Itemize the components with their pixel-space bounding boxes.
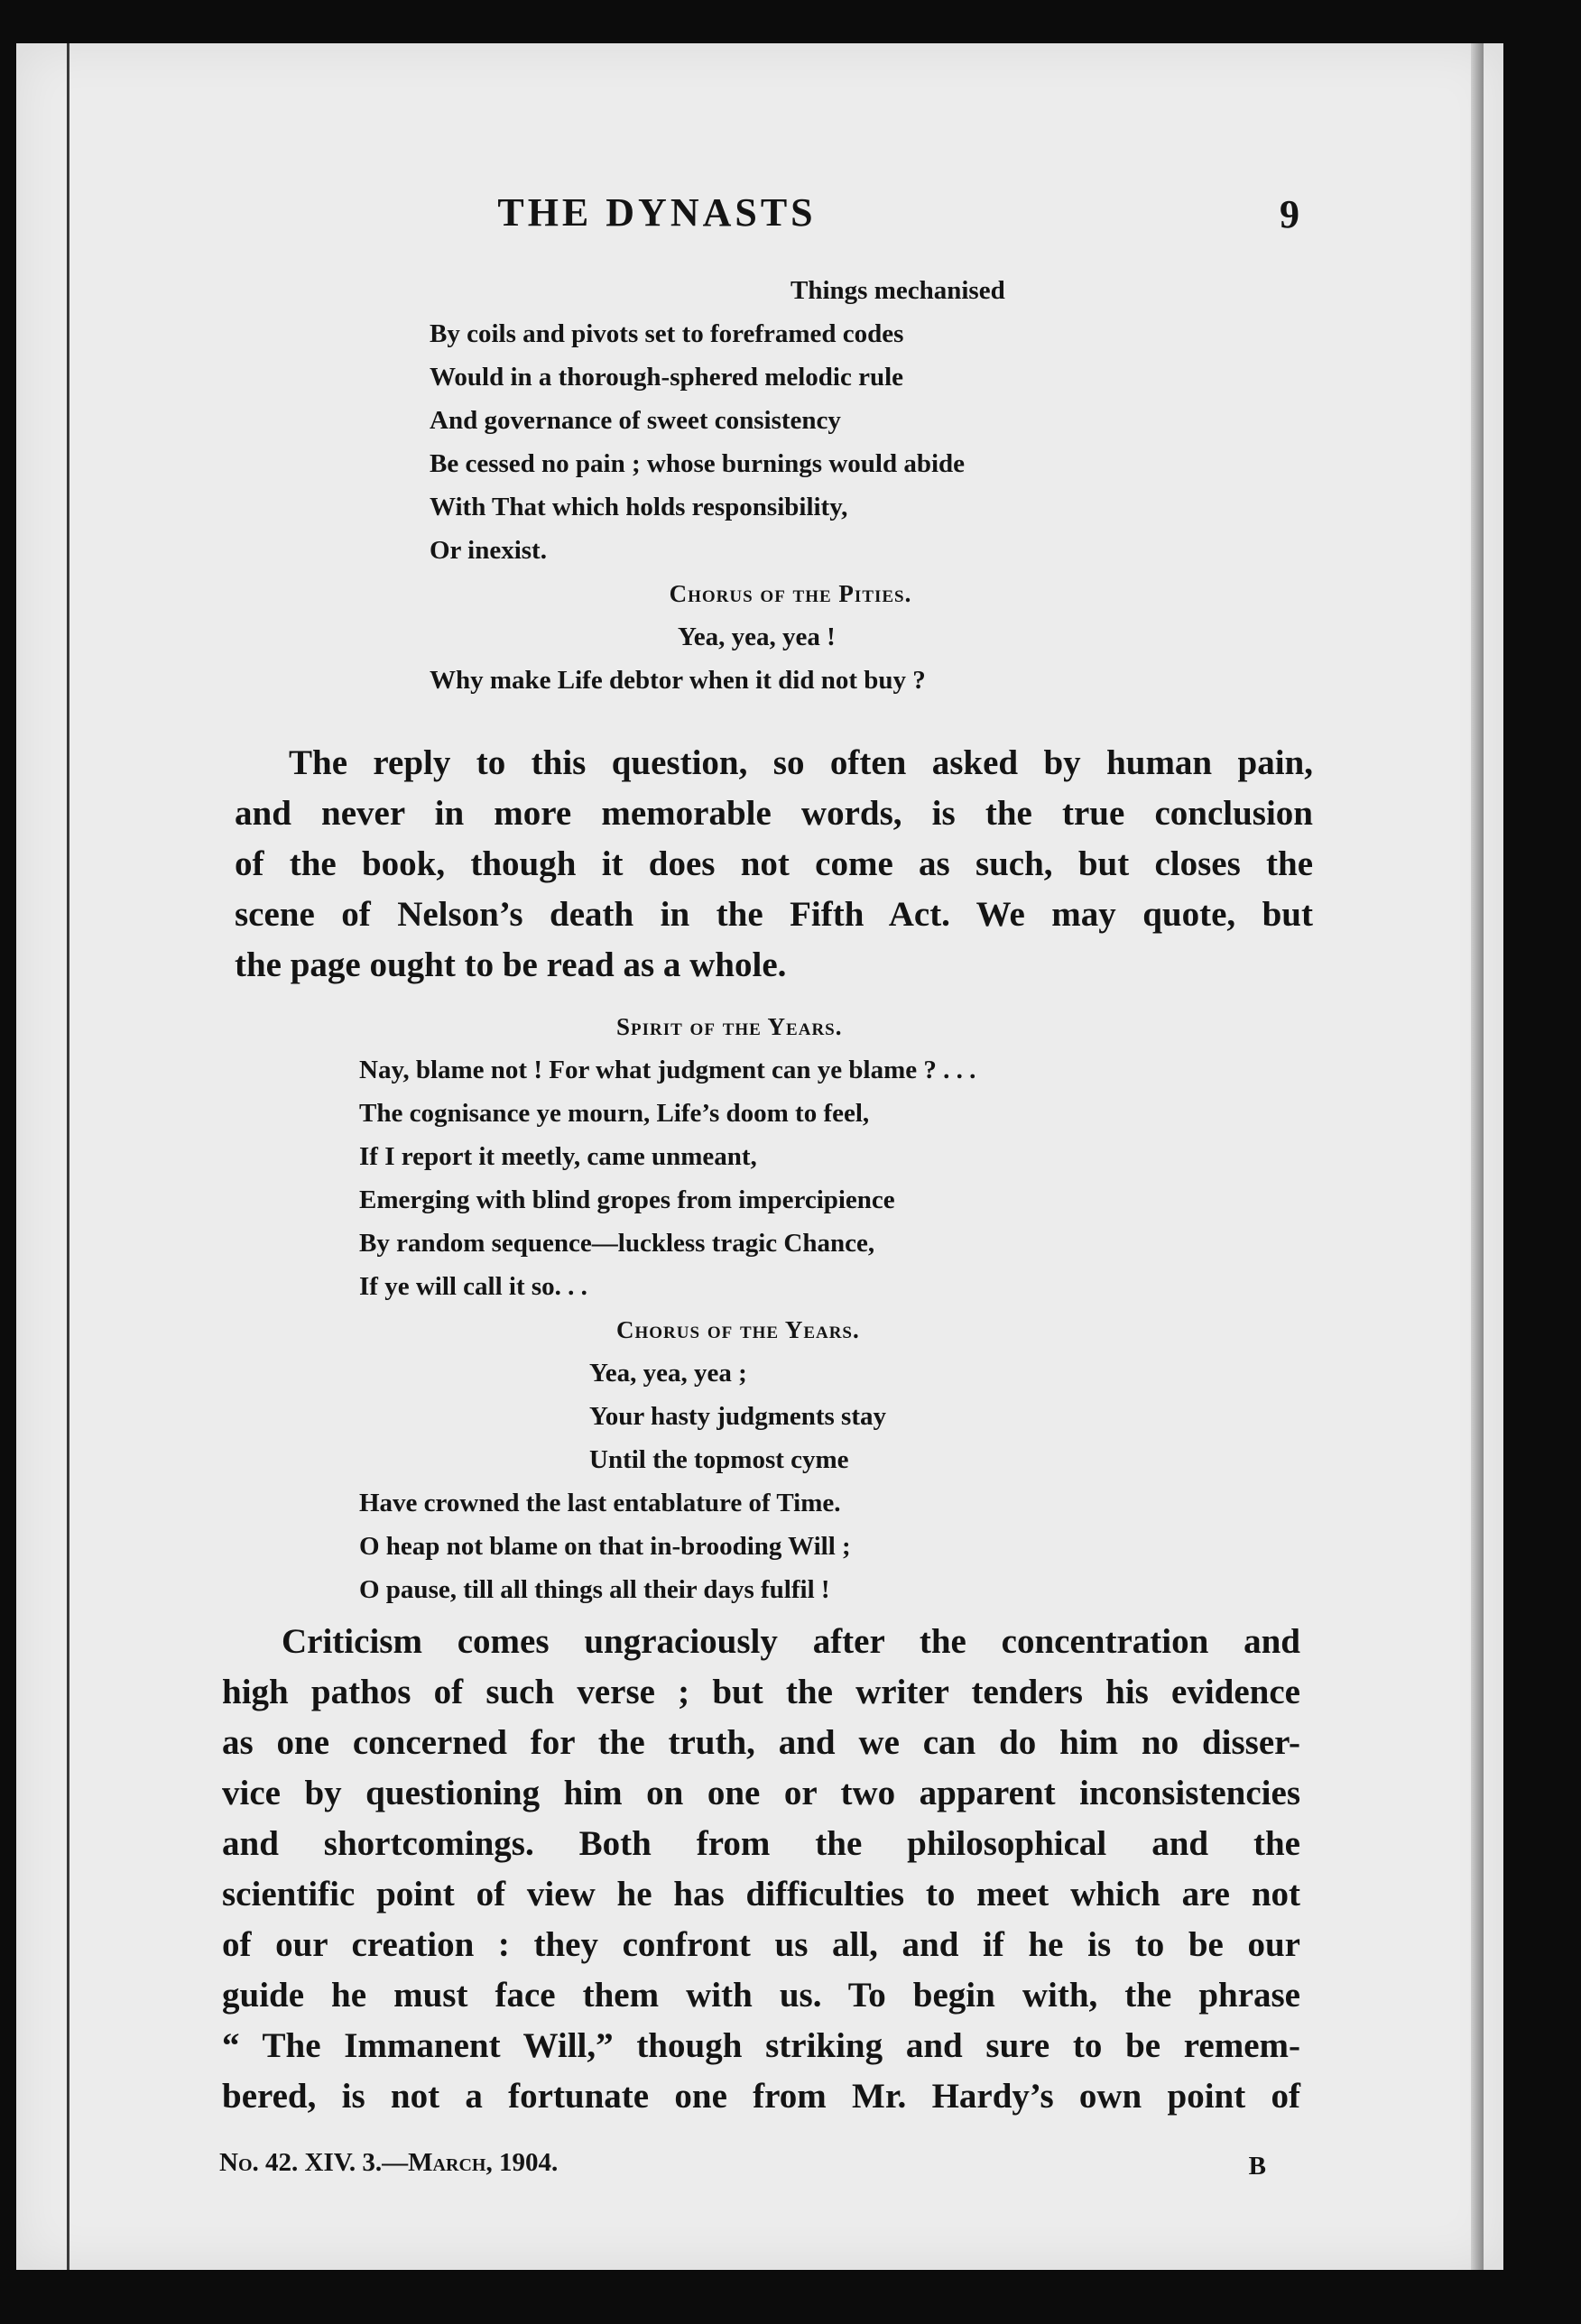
prose-line: and shortcomings. Both from the philosophical and the — [222, 1824, 1300, 1863]
verse-line: Why make Life debtor when it did not buy ? — [430, 666, 926, 695]
verse-line: Have crowned the last entablature of Time. — [359, 1489, 841, 1517]
prose-line: guide he must face them with us. To begin with, the phrase — [222, 1976, 1300, 2015]
prose-line: Criticism comes ungraciously after the concentration and — [282, 1622, 1300, 1661]
prose-line: of the book, though it does not come as such, but closes the — [235, 844, 1313, 883]
verse-line: With That which holds responsibility, — [430, 493, 848, 521]
verse-line: By random sequence—luckless tragic Chance, — [359, 1229, 875, 1258]
verse-line: Things mechanised — [790, 276, 1005, 305]
speaker-heading: Chorus of the Years. — [616, 1316, 860, 1343]
signature-mark: B — [1248, 2152, 1266, 2181]
page-header — [16, 189, 1503, 262]
verse-line: And governance of sweet consistency — [430, 406, 841, 435]
spirit-years — [359, 1005, 1171, 1308]
prose-line: of our creation : they confront us all, and if he is to be our — [222, 1925, 1300, 1964]
verse-block-1 — [430, 269, 1005, 572]
prose-line: bered, is not a fortunate one from Mr. Hardy’s own point of — [222, 2077, 1300, 2116]
paragraph-2 — [222, 1617, 1300, 2122]
verse-line: Your hasty judgments stay — [589, 1402, 886, 1431]
prose-line: scientific point of view he has difficulties to meet which are not — [222, 1875, 1300, 1914]
chorus-years — [359, 1308, 1171, 1611]
verse-line: O heap not blame on that in-brooding Will ; — [359, 1532, 851, 1561]
prose-line: vice by questioning him on one or two apparent inconsistencies — [222, 1774, 1300, 1812]
page-footer — [219, 2148, 1266, 2193]
verse-line: Or inexist. — [430, 536, 547, 565]
verse-line: Emerging with blind gropes from impercipience — [359, 1185, 895, 1214]
page-number: 9 — [1280, 192, 1299, 236]
prose-line: The reply to this question, so often asked by human pain, — [289, 743, 1313, 782]
book-page — [16, 43, 1503, 2270]
prose-line: scene of Nelson’s death in the Fifth Act. We may quote, but — [235, 895, 1313, 934]
verse-line: Nay, blame not ! For what judgment can ye blame ? . . . — [359, 1056, 976, 1084]
verse-line: Until the topmost cyme — [589, 1445, 849, 1474]
verse-line: O pause, till all things all their days fulfil ! — [359, 1575, 830, 1604]
issue-line: No. 42. XIV. 3.—March, 1904. — [219, 2148, 559, 2177]
verse-line: If ye will call it so. . . — [359, 1272, 587, 1301]
page-left-edge — [67, 43, 69, 2270]
verse-line: Yea, yea, yea ! — [678, 622, 836, 651]
prose-line: as one concerned for the truth, and we can do him no disser- — [222, 1723, 1300, 1762]
running-title: THE DYNASTS — [497, 190, 817, 235]
verse-line: If I report it meetly, came unmeant, — [359, 1142, 757, 1171]
verse-line: Yea, yea, yea ; — [589, 1359, 747, 1388]
prose-line: the page ought to be read as a whole. — [235, 945, 787, 984]
prose-line: high pathos of such verse ; but the writer tenders his evidence — [222, 1673, 1300, 1711]
paragraph-1 — [235, 738, 1313, 991]
verse-line: The cognisance ye mourn, Life’s doom to feel, — [359, 1099, 870, 1128]
speaker-heading: Chorus of the Pities. — [669, 580, 912, 607]
verse-line: Be cessed no pain ; whose burnings would abide — [430, 449, 966, 478]
verse-line: Would in a thorough-sphered melodic rule — [430, 363, 904, 392]
page-right-edge — [1471, 43, 1484, 2270]
prose-line: and never in more memorable words, is the true conclusion — [235, 794, 1313, 833]
prose-line: “ The Immanent Will,” though striking and sure to be remem- — [222, 2026, 1300, 2065]
speaker-heading: Spirit of the Years. — [616, 1013, 843, 1040]
chorus-pities — [430, 572, 1115, 702]
verse-line: By coils and pivots set to foreframed codes — [430, 319, 904, 348]
